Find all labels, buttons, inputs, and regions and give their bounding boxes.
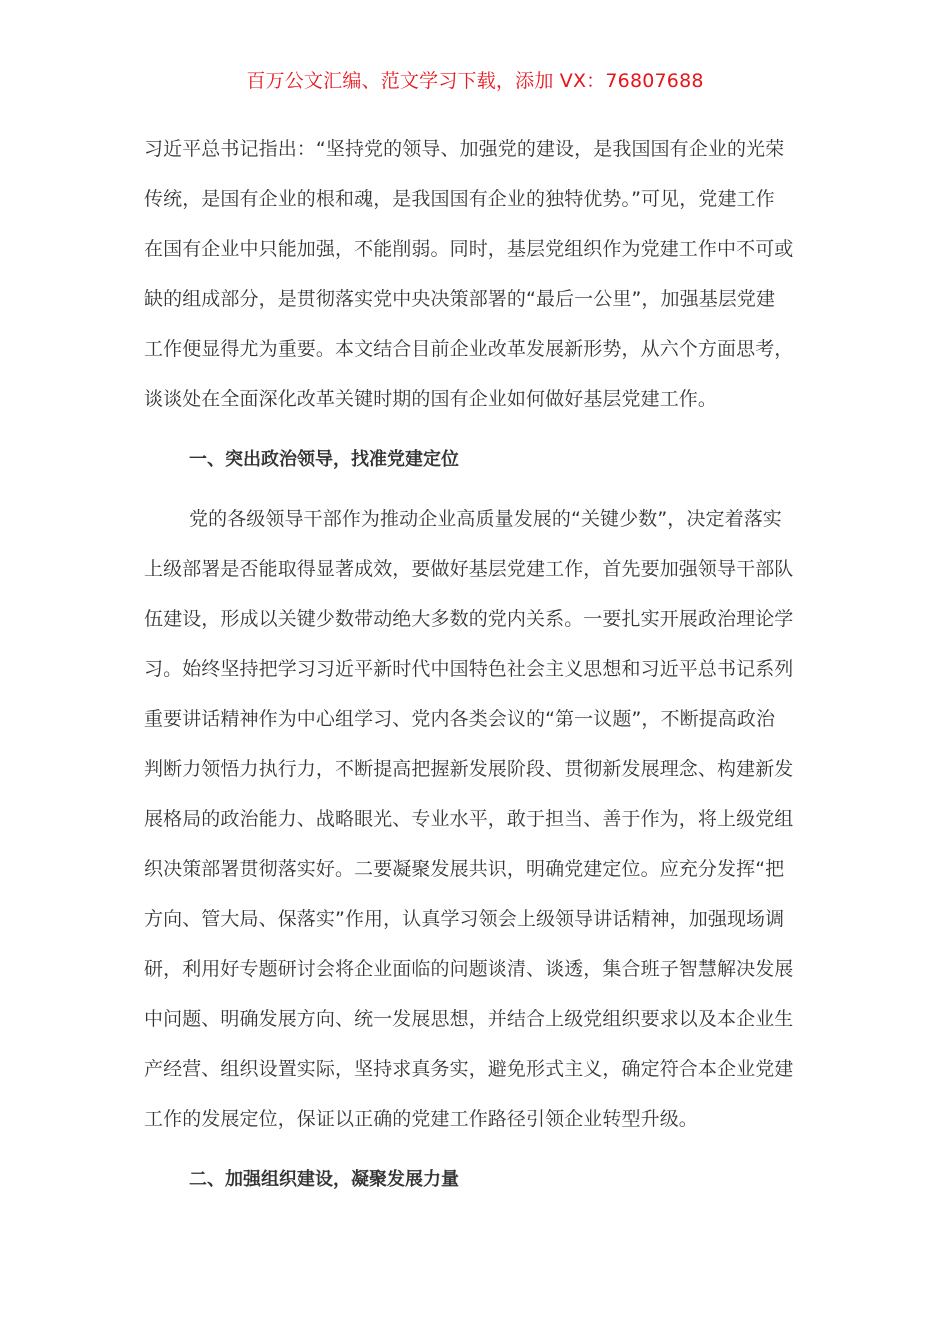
text-line: 织决策部署贯彻落实好。二要凝聚发展共识，明确党建定位。应充分发挥“把	[144, 858, 785, 880]
text-line: 缺的组成部分，是贯彻落实党中央决策部署的“最后一公里”，加强基层党建	[144, 288, 776, 310]
text-line: 展格局的政治能力、战略眼光、专业水平，敢于担当、善于作为，将上级党组	[144, 808, 794, 830]
text-line: 习近平总书记指出：“坚持党的领导、加强党的建设，是我国国有企业的光荣	[144, 138, 785, 160]
text-line: 工作的发展定位，保证以正确的党建工作路径引领企业转型升级。	[144, 1108, 698, 1130]
text-line: 谈谈处在全面深化改革关键时期的国有企业如何做好基层党建工作。	[144, 388, 718, 410]
text-line: 上级部署是否能取得显著成效，要做好基层党建工作，首先要加强领导干部队	[144, 558, 794, 580]
text-line: 研，利用好专题研讨会将企业面临的问题谈清、谈透，集合班子智慧解决发展	[144, 958, 794, 980]
section-heading-2: 二、加强组织建设，凝聚发展力量	[189, 1169, 459, 1190]
text-line: 中问题、明确发展方向、统一发展思想，并结合上级党组织要求以及本企业生	[144, 1008, 794, 1030]
text-line: 伍建设，形成以关键少数带动绝大多数的党内关系。一要扎实开展政治理论学	[144, 608, 794, 630]
document-body	[144, 130, 804, 1210]
text-line: 习。始终坚持把学习习近平新时代中国特色社会主义思想和习近平总书记系列	[144, 658, 794, 680]
promo-banner: 百万公文汇编、范文学习下载，添加 VX：76807688	[246, 70, 704, 92]
text-line: 重要讲话精神作为中心组学习、党内各类会议的“第一议题”，不断提高政治	[144, 708, 776, 730]
text-line: 工作便显得尤为重要。本文结合目前企业改革发展新形势，从六个方面思考，	[144, 338, 794, 360]
intro-paragraph	[144, 130, 804, 430]
text-line: 党的各级领导干部作为推动企业高质量发展的“关键少数”，决定着落实	[189, 508, 782, 530]
text-line: 产经营、组织设置实际，坚持求真务实，避免形式主义，确定符合本企业党建	[144, 1058, 794, 1080]
section-1-paragraph	[144, 500, 804, 1150]
section-heading-1: 一、突出政治领导，找准党建定位	[189, 449, 459, 470]
text-line: 判断力领悟力执行力，不断提高把握新发展阶段、贯彻新发展理念、构建新发	[144, 758, 794, 780]
text-line: 在国有企业中只能加强，不能削弱。同时，基层党组织作为党建工作中不可或	[144, 238, 794, 260]
text-line: 方向、管大局、保落实”作用，认真学习领会上级领导讲话精神，加强现场调	[144, 908, 785, 930]
text-line: 传统，是国有企业的根和魂，是我国国有企业的独特优势。”可见，党建工作	[144, 188, 775, 210]
